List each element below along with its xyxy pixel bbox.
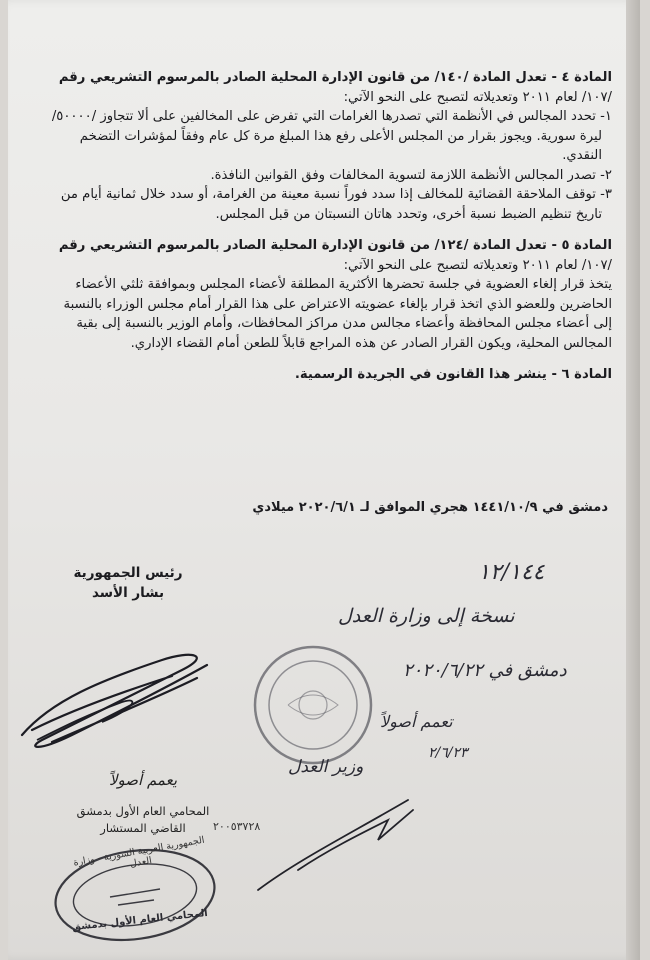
handwritten-copy-note: نسخة إلى وزارة العدل xyxy=(338,605,515,627)
document-body xyxy=(44,68,612,397)
handwritten-damascus-ref: دمشق في ٢٠٢٠/٦/٢٢ xyxy=(403,660,567,681)
minister-signature xyxy=(238,790,458,900)
circulate-note: يعمم أصولاً xyxy=(108,771,178,789)
registry-number: ٢٠٠٥٣٧٢٨ xyxy=(213,820,261,833)
signer-title: رئيس الجمهورية xyxy=(73,565,183,581)
article-heading: المادة ٥ - تعدل المادة /١٢٤/ من قانون الإدارة المحلية الصادر بالمرسوم التشريعي رقم xyxy=(58,238,612,253)
article-paragraph: يتخذ قرار إلغاء العضوية في جلسة تحضرها الأكثرية المطلقة لأعضاء المجلس وبموافقة ثلثي الأعضاء الحاضرين وللعضو الذي اتخذ قرار بإلغاء عضويته الاعتراض على هذا القرار أمام مجلس الوزراء بالنسبة إلى أعضاء مجلس المحافظة وأعضاء مجالس مدن مراكز المحافظات، وأمام الوزير بالنسبة إلى بقية المجالس المحلية، ويكون القرار الصادر عن هذه المراجع قابلاً للطعن أمام القضاء الإداري. xyxy=(63,277,612,351)
article-item: ٣- توقف الملاحقة القضائية للمخالف إذا سدد فوراً نسبة معينة من الغرامة، أو سدد خلال ثمانية أيام من تاريخ تنظيم الضبط نسبة أخرى، وتحدد هاتان النسبتان من قبل المجلس. xyxy=(60,187,612,222)
handwritten-publish-note: تعمم أصولاً xyxy=(380,712,453,731)
stamp-label-bottom: المحامي العام الأول بدمشق xyxy=(71,907,209,934)
attorney-block xyxy=(68,772,218,837)
article-item: ٢- تصدر المجالس الأنظمة اللازمة لتسوية المخالفات وفق القوانين النافذة. xyxy=(210,167,612,183)
article-heading: المادة ٤ - تعدل المادة /١٤٠/ من قانون الإدارة المحلية الصادر بالمرسوم التشريعي رقم xyxy=(58,70,612,85)
article-item: ١- تحدد المجالس في الأنظمة التي تصدرها الغرامات التي تفرض على المخالفين على ألا تتجاوز /٥٠٠٠٠/ ليرة سورية. ويجوز بقرار من المجلس الأعلى رفع هذا المبلغ مرة كل عام وفقاً لمؤشرات التضخم النقدي. xyxy=(51,109,612,163)
handwritten-date: ٢/٦/٢٣ xyxy=(428,745,468,761)
article-6 xyxy=(44,365,612,385)
official-round-stamp xyxy=(248,640,378,770)
attorney-role: القاضي المستشار xyxy=(100,821,186,835)
article-heading-cont: /١٠٧/ لعام ٢٠١١ وتعديلاته لتصبح على النحو الآتي: xyxy=(343,89,612,105)
page-edge xyxy=(626,0,640,960)
article-4 xyxy=(44,68,612,224)
signature-block xyxy=(68,563,188,603)
stamp-label-top: الجمهورية العربية السورية - وزارة العدل xyxy=(72,834,206,870)
president-signature xyxy=(12,640,222,760)
issue-date: دمشق في ١٤٤١/١٠/٩ هجري الموافق لـ ٢٠٢٠/٦/١ ميلادي xyxy=(252,500,608,515)
attorney-title: المحامي العام الأول بدمشق xyxy=(76,804,210,818)
article-heading-cont: /١٠٧/ لعام ٢٠١١ وتعديلاته لتصبح على النحو الآتي: xyxy=(343,257,612,273)
article-5 xyxy=(44,236,612,353)
article-heading: المادة ٦ - ينشر هذا القانون في الجريدة الرسمية. xyxy=(294,367,612,382)
handwritten-number: ١٢/١٤٤ xyxy=(478,560,545,585)
document-page xyxy=(8,0,640,960)
signer-name: بشار الأسد xyxy=(91,585,165,601)
handwritten-minister: وزير العدل xyxy=(288,757,364,777)
